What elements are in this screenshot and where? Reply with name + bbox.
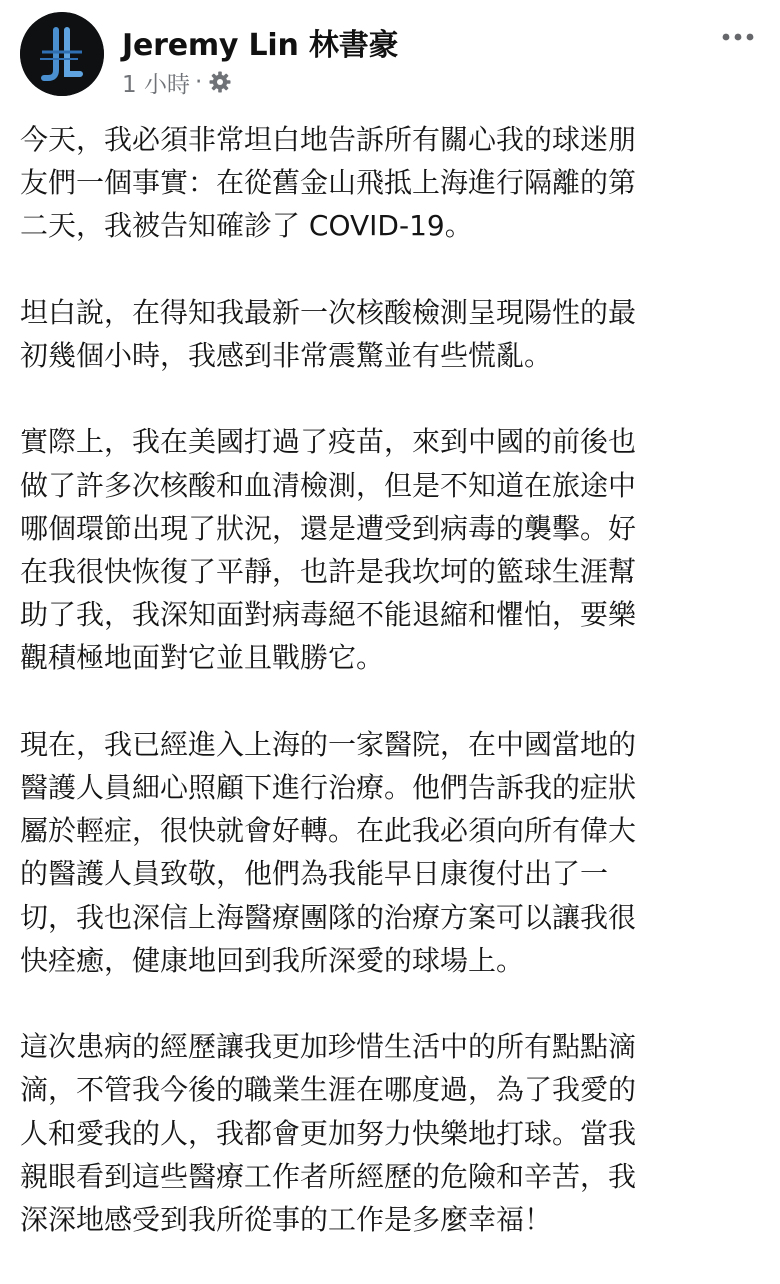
jl-logo-avatar[interactable]: [20, 12, 104, 96]
post-meta: [122, 68, 231, 96]
post-paragraph-5: 這次患病的經歷讓我更加珍惜生活中的所有點點滴 滴，不管我今後的職業生涯在哪度過，為了我愛的 人和愛我的人，我都會更加努力快樂地打球。當我 親眼看到這些醫療工作者所經歷的危險和辛苦，我 深深地感受到我所從事的工作是多麼幸福！: [20, 1030, 637, 1237]
author-name[interactable]: Jeremy Lin 林書豪: [122, 28, 399, 63]
jl-logo-icon: [20, 12, 104, 96]
meta-separator: ·: [194, 69, 203, 95]
post-timestamp[interactable]: 1 小時: [122, 71, 190, 98]
post-body: [20, 118, 765, 1284]
post-paragraph-1: 今天，我必須非常坦白地告訴所有關心我的球迷朋 友們一個事實：在從舊金山飛抵上海進行隔離的第 二天，我被告知確診了 COVID-19。: [20, 123, 637, 243]
post-paragraph-4: 現在，我已經進入上海的一家醫院，在中國當地的 醫護人員細心照顧下進行治療。他們告訴我的症狀 屬於輕症，很快就會好轉。在此我必須向所有偉大 的醫護人員致敬，他們為我能早日康復付出了一 切，我也深信上海醫療團隊的治療方案可以讓我很 快痊癒，健康地回到我所深愛的球場上。: [20, 727, 637, 977]
post-paragraph-2: 坦白說，在得知我最新一次核酸檢測呈現陽性的最 初幾個小時，我感到非常震驚並有些慌亂。: [20, 295, 637, 372]
post-header: [20, 12, 760, 100]
more-options-icon[interactable]: [716, 22, 760, 52]
post-paragraph-3: 實際上，我在美國打過了疫苗，來到中國的前後也 做了許多次核酸和血清檢測，但是不知道在旅途中 哪個環節出現了狀況，還是遭受到病毒的襲擊。好 在我很快恢復了平靜，也許是我坎坷的籃球生涯幫 助了我，我深知面對病毒絕不能退縮和懼怕，要樂 觀積極地面對它並且戰勝它。: [20, 425, 637, 675]
gear-icon[interactable]: [209, 71, 231, 93]
